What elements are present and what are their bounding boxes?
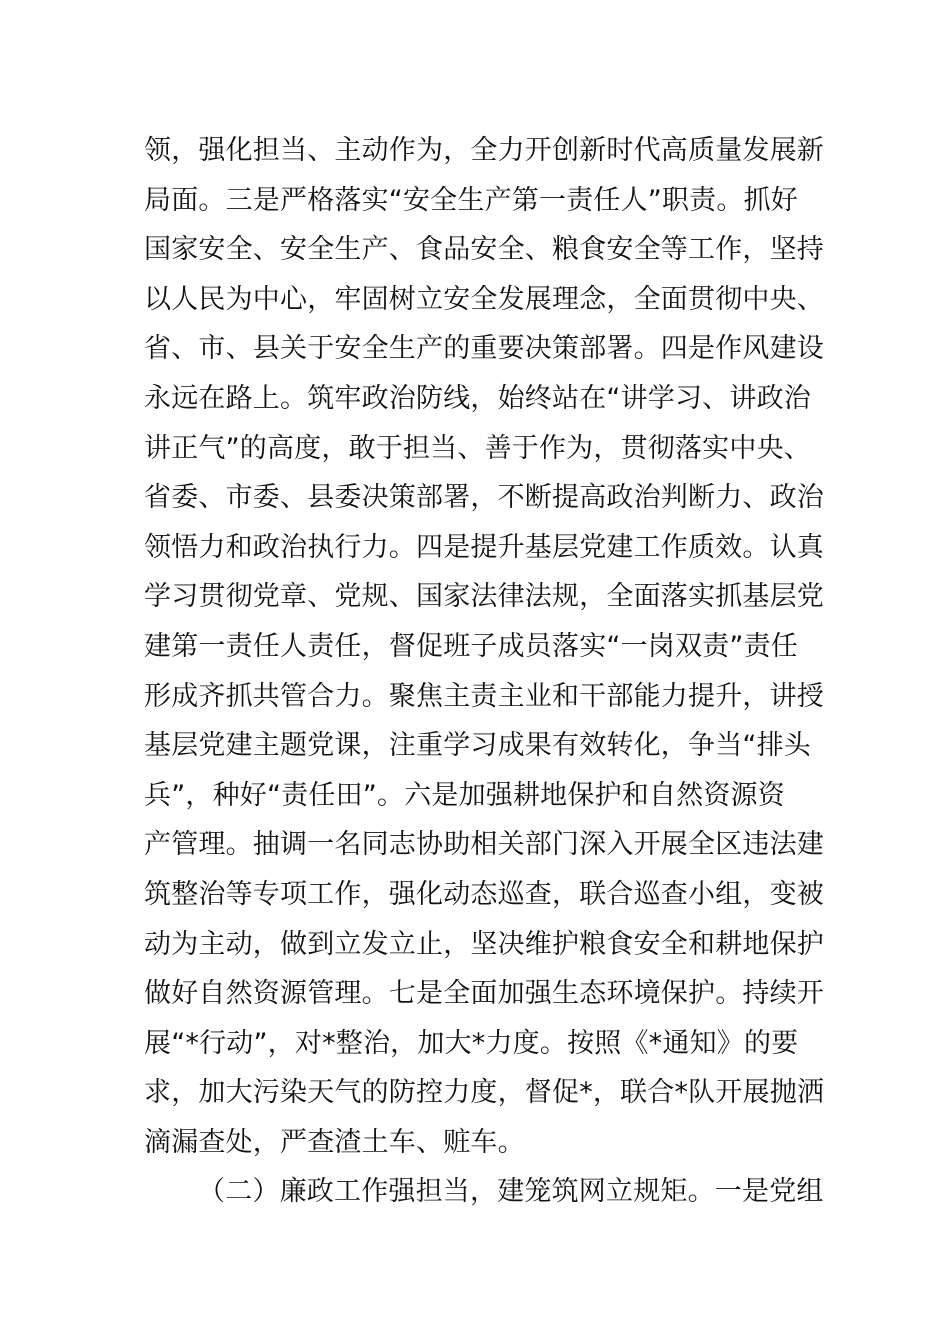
text-line: 产管理。抽调一名同志协助相关部门深入开展全区违法建 — [144, 829, 824, 861]
paragraph-continued — [144, 126, 824, 1167]
text-line: 学习贯彻党章、党规、国家法律法规，全面落实抓基层党 — [144, 581, 824, 613]
text-line: 永远在路上。筑牢政治防线，始终站在“讲学习、讲政治 — [144, 382, 811, 414]
text-line: 领悟力和政治执行力。四是提升基层党建工作质效。认真 — [144, 531, 824, 563]
text-line: 省委、市委、县委决策部署，不断提高政治判断力、政治 — [144, 482, 824, 514]
text-line: 基层党建主题党课，注重学习成果有效转化，争当“排头 — [144, 730, 811, 762]
text-line: 筑整治等专项工作，强化动态巡查，联合巡查小组，变被 — [144, 878, 824, 910]
body-text — [144, 126, 824, 1217]
text-line: 国家安全、安全生产、食品安全、粮食安全等工作，坚持 — [144, 234, 824, 266]
section-heading-line: （二）廉政工作强担当，建笼筑网立规矩。一是党组 — [198, 1176, 824, 1208]
text-line: 局面。三是严格落实“安全生产第一责任人”职责。抓好 — [144, 184, 798, 216]
text-line: 动为主动，做到立发立止，坚决维护粮食安全和耕地保护 — [144, 928, 824, 960]
text-line: 领，强化担当、主动作为，全力开创新时代高质量发展新 — [144, 135, 824, 166]
text-line: 省、市、县关于安全生产的重要决策部署。四是作风建设 — [144, 333, 824, 365]
text-line: 建第一责任人责任，督促班子成员落实“一岗双责”责任 — [144, 630, 798, 662]
text-line: 做好自然资源管理。七是全面加强生态环境保护。持续开 — [144, 978, 824, 1010]
section-heading-paragraph — [144, 1167, 824, 1217]
text-line: 展“*行动”，对*整治，加大*力度。按照《*通知》的要 — [144, 1027, 799, 1059]
text-line: 以人民为中心，牢固树立安全发展理念，全面贯彻中央、 — [144, 283, 824, 315]
text-line: 讲正气”的高度，敢于担当、善于作为，贯彻落实中央、 — [144, 432, 811, 464]
text-line: 求，加大污染天气的防控力度，督促*，联合*队开展抛洒 — [144, 1077, 824, 1109]
text-line: 兵”，种好“责任田”。六是加强耕地保护和自然资源资 — [144, 779, 785, 811]
text-line: 滴漏查处，严查渣土车、赃车。 — [144, 1126, 525, 1158]
text-line: 形成齐抓共管合力。聚焦主责主业和干部能力提升，讲授 — [144, 680, 824, 712]
